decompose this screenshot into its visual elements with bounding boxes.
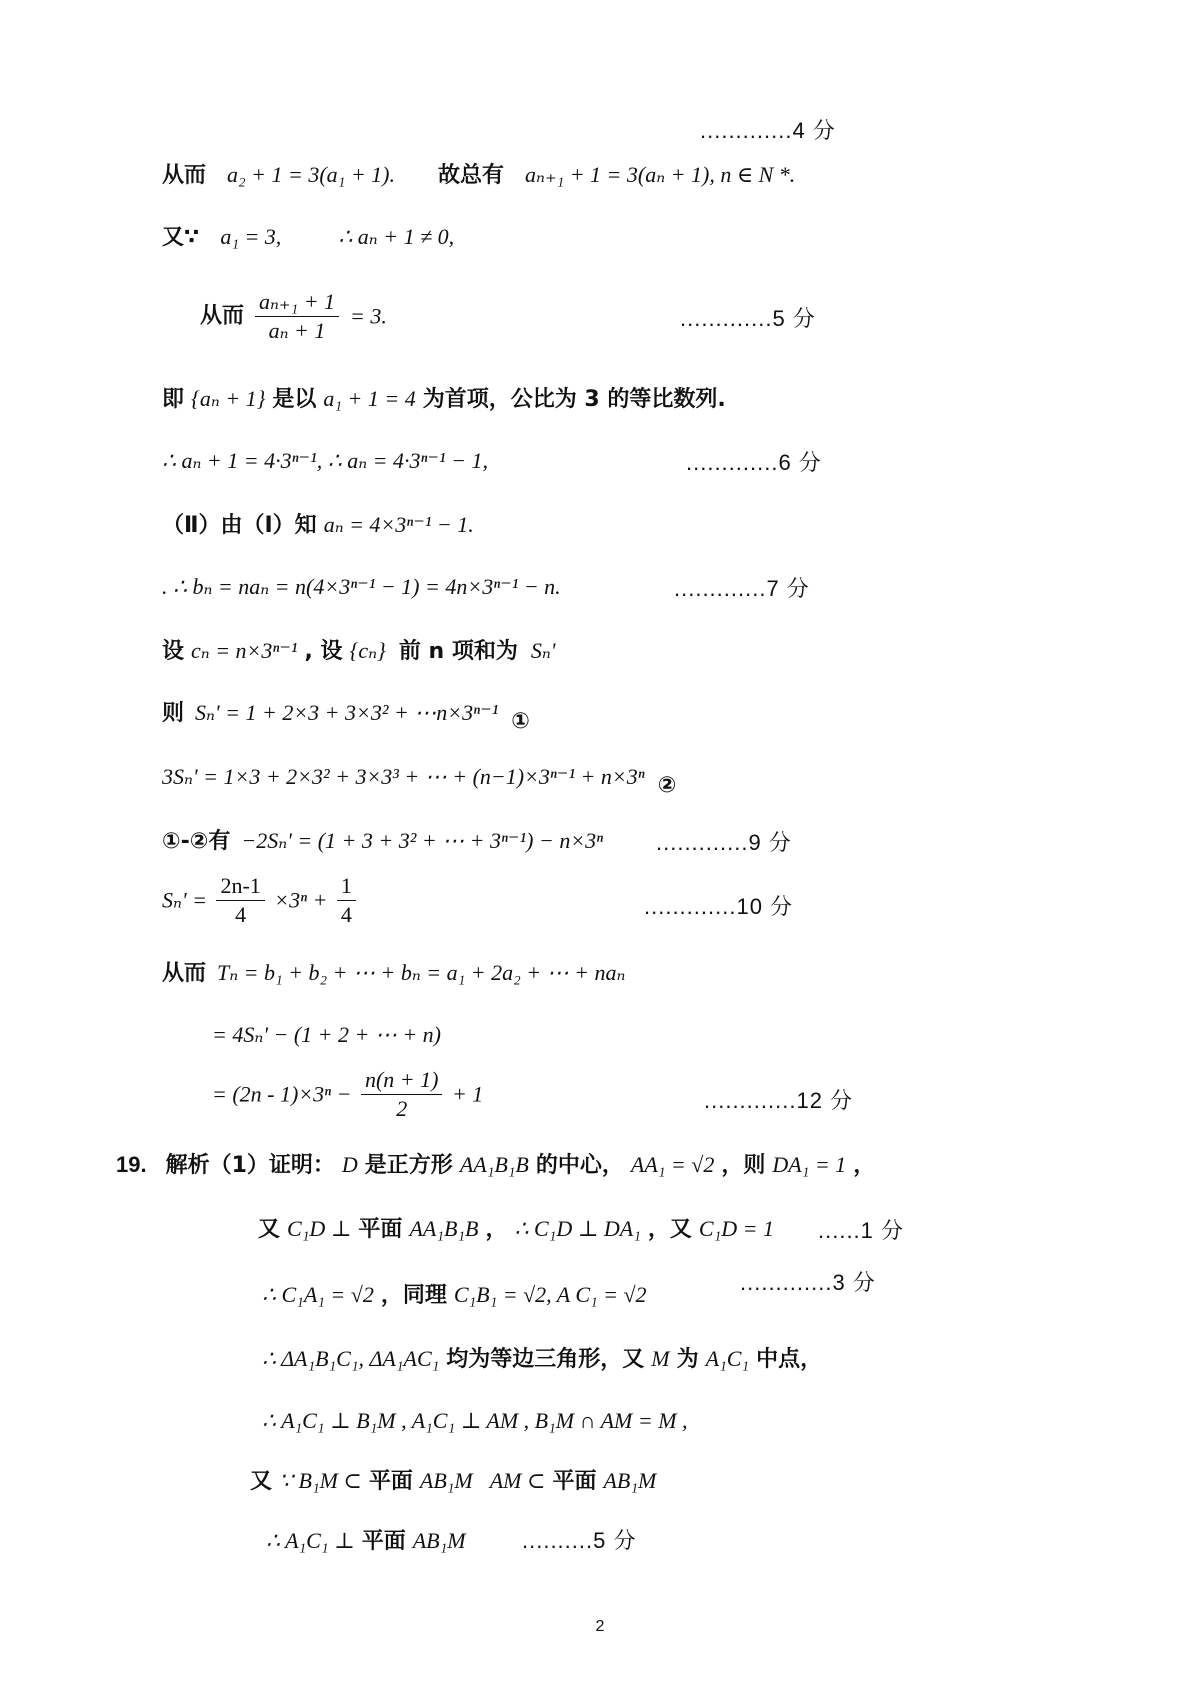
text: 设 <box>162 639 185 664</box>
text: 平面 <box>368 1469 413 1494</box>
text: 从而 <box>200 303 245 329</box>
score-3: .............3 分 <box>740 1270 876 1295</box>
formula: A₁C₁ <box>705 1346 750 1371</box>
page-number: 2 <box>595 1618 605 1635</box>
text: 平面 <box>358 1217 403 1242</box>
formula: M <box>651 1346 670 1371</box>
formula: cₙ = n×3ⁿ⁻¹ <box>191 638 298 663</box>
fraction-numerator: 1 <box>337 872 356 901</box>
formula: aₙ₊₁ + 1 = 3(aₙ + 1), n ∈ N *. <box>525 162 796 187</box>
formula: Sₙ' = 1 + 2×3 + 3×3² + ⋯n×3ⁿ⁻¹ <box>195 700 499 725</box>
formula: a₂ + 1 = 3(a₁ + 1). <box>227 162 396 187</box>
formula: C₁D ⊥ <box>287 1216 352 1241</box>
text: 是以 <box>272 387 317 412</box>
formula: Sₙ' <box>530 638 556 663</box>
line-1 <box>162 160 795 191</box>
formula: ∴ aₙ + 1 ≠ 0, <box>338 224 455 249</box>
formula: DA₁ = 1 <box>772 1152 847 1177</box>
line-2 <box>162 222 454 253</box>
text: ，则 <box>721 1153 766 1178</box>
formula: 3Sₙ' = 1×3 + 2×3² + 3×3³ + ⋯ + (n−1)×3ⁿ⁻¹ + n×3ⁿ <box>162 764 645 789</box>
text: 解析（1）证明： <box>165 1153 335 1178</box>
score-5b: ..........5 分 <box>522 1528 637 1553</box>
fraction <box>337 872 356 929</box>
proof-line-2 <box>258 1214 774 1245</box>
formula: AB₁M <box>419 1468 473 1493</box>
fraction-denominator: aₙ + 1 <box>268 318 326 343</box>
line-15 <box>212 1066 483 1123</box>
formula: ∴ ΔA₁B₁C₁, ΔA₁AC₁ <box>262 1346 440 1371</box>
text: 从而 <box>162 163 207 188</box>
text: 中点， <box>756 1347 823 1372</box>
line-6 <box>162 510 474 541</box>
formula: ∵ B₁M ⊂ <box>279 1468 362 1493</box>
line-12 <box>162 872 360 929</box>
text: ， <box>853 1153 876 1178</box>
formula: {aₙ + 1} <box>191 386 266 411</box>
score-4: .............4 分 <box>700 118 836 143</box>
fraction-denominator: 2 <box>396 1096 408 1121</box>
fraction <box>255 288 339 345</box>
score-10: .............10 分 <box>644 894 794 919</box>
text: （Ⅱ）由（Ⅰ）知 <box>162 513 317 538</box>
fraction-numerator: n(n + 1) <box>361 1066 443 1095</box>
line-7: . ∴ bₙ = naₙ = n(4×3ⁿ⁻¹ − 1) = 4n×3ⁿ⁻¹ − n. <box>162 574 561 599</box>
text: 又∵ <box>162 225 200 250</box>
fraction <box>361 1066 443 1123</box>
circled-two: ② <box>657 773 677 798</box>
line-9 <box>162 698 530 734</box>
formula: a₁ + 1 = 4 <box>323 386 416 411</box>
formula: C₁D = 1 <box>698 1216 774 1241</box>
proof-line-3 <box>262 1280 647 1311</box>
text: 又 <box>250 1469 273 1494</box>
fraction-denominator: 4 <box>235 902 247 927</box>
formula: aₙ = 4×3ⁿ⁻¹ − 1. <box>323 512 474 537</box>
formula: ∴ A₁C₁ ⊥ <box>266 1528 355 1553</box>
line-3 <box>200 288 387 345</box>
formula: a₁ = 3, <box>220 224 282 249</box>
proof-line-6 <box>250 1466 656 1497</box>
line-5: ∴ aₙ + 1 = 4·3ⁿ⁻¹, ∴ aₙ = 4·3ⁿ⁻¹ − 1, <box>162 448 488 473</box>
line-8 <box>162 636 555 667</box>
text: 前 n 项和为 <box>398 639 518 664</box>
question-number: 19. <box>116 1152 147 1177</box>
formula: −2Sₙ' = (1 + 3 + 3² + ⋯ + 3ⁿ⁻¹) − n×3ⁿ <box>241 828 604 853</box>
text: 从而 <box>162 961 207 986</box>
text: ，同理 <box>380 1283 447 1308</box>
score-6: .............6 分 <box>686 450 822 475</box>
line-10 <box>162 762 677 798</box>
formula: AA₁ = √2 <box>630 1152 715 1177</box>
text: ， <box>485 1217 508 1242</box>
text: 的中心， <box>535 1153 624 1178</box>
text: ①-②有 <box>162 829 231 854</box>
formula: = 3. <box>350 303 387 329</box>
text: ，又 <box>647 1217 692 1242</box>
score-5: .............5 分 <box>680 306 816 331</box>
formula: {cₙ} <box>349 638 386 663</box>
formula: ∴ C₁D ⊥ DA₁ <box>514 1216 641 1241</box>
formula: Tₙ = b₁ + b₂ + ⋯ + bₙ = a₁ + 2a₂ + ⋯ + naₙ <box>217 960 626 985</box>
formula: AA₁B₁B <box>459 1152 529 1177</box>
text: , 设 <box>304 639 343 664</box>
proof-line-7 <box>266 1526 466 1557</box>
formula: ∴ C₁A₁ = √2 <box>262 1282 374 1307</box>
formula: + 1 <box>451 1081 484 1107</box>
score-7: .............7 分 <box>674 576 810 601</box>
formula: C₁B₁ = √2, A C₁ = √2 <box>453 1282 647 1307</box>
score-9: .............9 分 <box>656 830 792 855</box>
text: 平面 <box>361 1529 406 1554</box>
formula: AM ⊂ <box>489 1468 546 1493</box>
text: 是正方形 <box>364 1153 453 1178</box>
formula: Sₙ' = <box>162 887 207 913</box>
text: 则 <box>162 701 185 726</box>
formula: AB₁M <box>603 1468 657 1493</box>
circled-one: ① <box>511 709 530 734</box>
formula: AA₁B₁B <box>409 1216 479 1241</box>
text: 为首项，公比为 3 的等比数列. <box>422 387 726 412</box>
formula: AB₁M <box>412 1528 466 1553</box>
proof-line-4 <box>262 1344 822 1375</box>
formula: ×3ⁿ + <box>274 887 328 913</box>
question-19-intro <box>116 1150 875 1181</box>
fraction-denominator: 4 <box>340 902 352 927</box>
line-4 <box>162 384 726 415</box>
text: 故总有 <box>438 163 505 188</box>
fraction-numerator: 2n-1 <box>216 872 264 901</box>
fraction <box>216 872 264 929</box>
text: 均为等边三角形，又 <box>446 1347 645 1372</box>
score-1: ......1 分 <box>818 1218 905 1243</box>
line-14: = 4Sₙ' − (1 + 2 + ⋯ + n) <box>212 1022 442 1047</box>
text: 即 <box>162 387 185 412</box>
proof-line-5: ∴ A₁C₁ ⊥ B₁M , A₁C₁ ⊥ AM , B₁M ∩ AM = M , <box>262 1408 688 1433</box>
text: 又 <box>258 1217 281 1242</box>
fraction-numerator: aₙ₊₁ + 1 <box>255 288 339 317</box>
line-11 <box>162 826 603 857</box>
score-12: .............12 分 <box>704 1088 854 1113</box>
formula: D <box>341 1152 358 1177</box>
text: 平面 <box>552 1469 597 1494</box>
text: 为 <box>676 1347 699 1372</box>
line-13 <box>162 958 625 989</box>
formula: = (2n - 1)×3ⁿ − <box>212 1081 352 1107</box>
